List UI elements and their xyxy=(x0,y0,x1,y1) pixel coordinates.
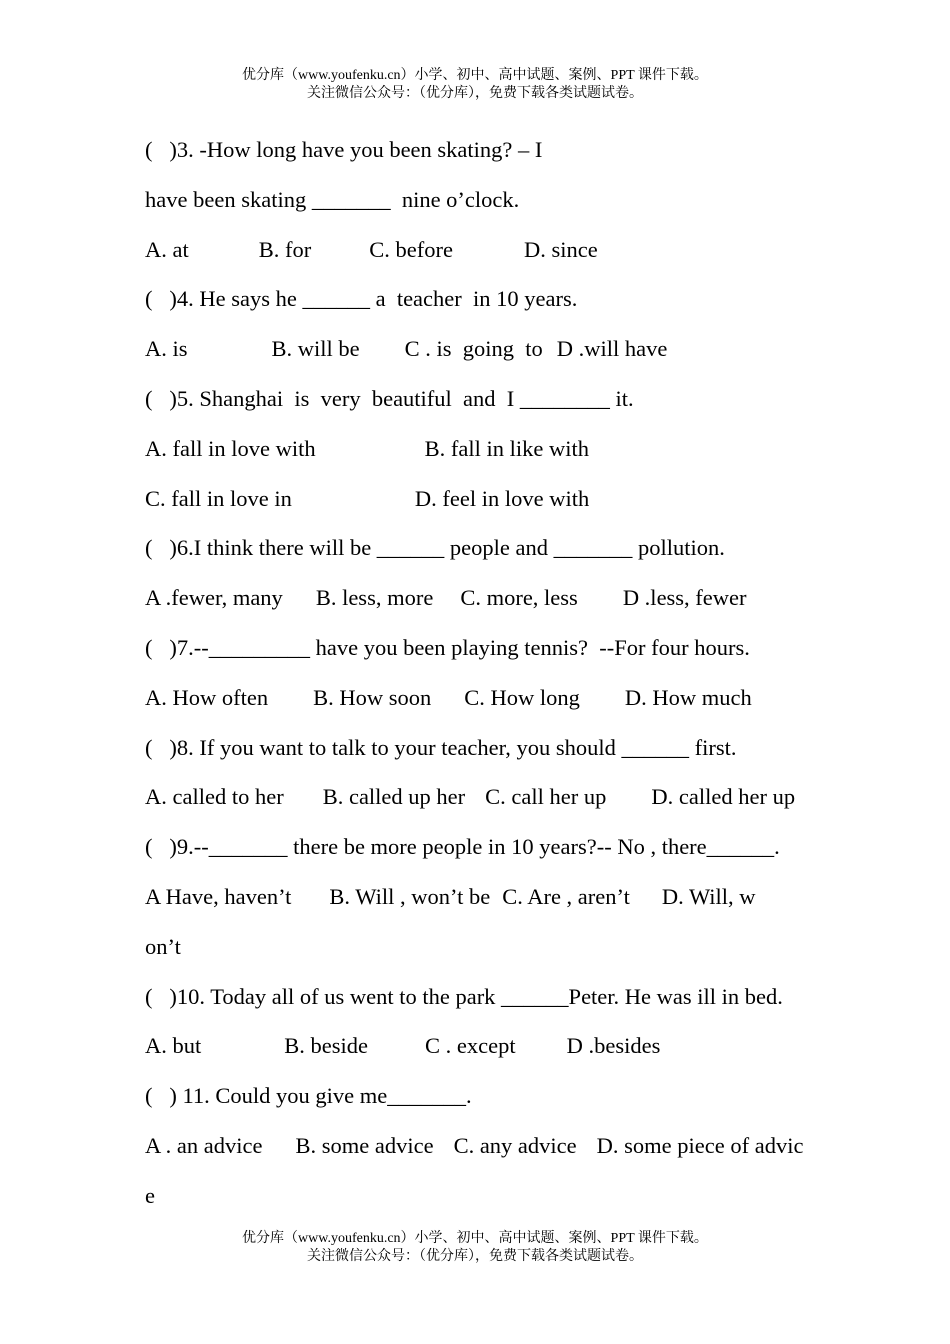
question-3-stem-line-1: ( )3. -How long have you been skating? – I xyxy=(145,137,543,162)
option-b: B. fall in like with xyxy=(424,435,589,461)
option-a: A . an advice xyxy=(145,1132,263,1158)
option-b: B. called up her xyxy=(322,784,466,810)
option-b: B. Will , won’t be xyxy=(329,883,491,909)
option-c: C. fall in love in xyxy=(145,485,292,511)
question-4-stem: ( )4. He says he ______ a teacher in 10 years. xyxy=(145,286,578,312)
header-line-1: 优分库（www.youfenku.cn）小学、初中、高中试题、案例、PPT 课件下载。 xyxy=(242,68,708,83)
option-d: D .will have xyxy=(556,336,668,362)
question-3-stem-line-2: have been skating _______ nine o’clock. xyxy=(145,186,520,212)
option-c: C. more, less xyxy=(460,585,578,611)
option-b: B. beside xyxy=(284,1033,368,1059)
option-a: A .fewer, many xyxy=(145,585,283,611)
question-5-options-row-1 xyxy=(145,424,890,474)
question-6-options xyxy=(145,573,890,623)
option-b: B. will be xyxy=(271,336,360,362)
option-a: A. at xyxy=(145,236,189,262)
page-footer xyxy=(0,1230,950,1266)
question-7-stem: ( )7.--_________ have you been playing tennis? --For four hours. xyxy=(145,634,750,660)
option-c: C . except xyxy=(425,1033,516,1059)
option-a: A. How often xyxy=(145,684,269,710)
question-11-stem: ( ) 11. Could you give me_______. xyxy=(145,1083,472,1109)
question-5-options-row-2 xyxy=(145,474,890,524)
option-c: C. How long xyxy=(464,684,580,710)
option-c: C . is going to xyxy=(404,336,543,362)
option-d: D .less, fewer xyxy=(622,585,747,611)
option-a: A. called to her xyxy=(145,784,284,810)
option-d: D. since xyxy=(523,236,598,262)
question-8-stem: ( )8. If you want to talk to your teacher, you should ______ first. xyxy=(145,734,737,760)
option-a: A. is xyxy=(145,336,188,362)
question-5-stem: ( )5. Shanghai is very beautiful and I ________ it. xyxy=(145,385,634,411)
question-9-options-wrap: on’t xyxy=(145,933,181,959)
page-header xyxy=(0,67,950,103)
question-11-options-row-1 xyxy=(145,1121,890,1171)
option-c: C. before xyxy=(369,236,453,262)
option-c: C. any advice xyxy=(453,1132,577,1158)
question-8-options xyxy=(145,772,890,822)
question-6-stem: ( )6.I think there will be ______ people and _______ pollution. xyxy=(145,535,725,561)
option-d: D. Will, w xyxy=(661,883,756,909)
option-d: D .besides xyxy=(566,1033,661,1059)
footer-line-1: 优分库（www.youfenku.cn）小学、初中、高中试题、案例、PPT 课件下载。 xyxy=(242,1231,708,1246)
question-10-stem: ( )10. Today all of us went to the park ______Peter. He was ill in bed. xyxy=(145,983,783,1009)
option-b: B. How soon xyxy=(313,684,432,710)
footer-line-2: 关注微信公众号：（优分库），免费下载各类试题试卷。 xyxy=(307,1249,643,1264)
option-c: C. call her up xyxy=(485,784,607,810)
question-10-options xyxy=(145,1021,890,1071)
question-4-options xyxy=(145,324,890,374)
option-b: B. some advice xyxy=(295,1132,434,1158)
option-c: C. Are , aren’t xyxy=(502,883,630,909)
option-a: A. fall in love with xyxy=(145,435,316,461)
option-d: D. called her up xyxy=(651,784,796,810)
question-9-options-row-1 xyxy=(145,872,890,922)
option-d: D. some piece of advic xyxy=(596,1132,804,1158)
option-d: D. How much xyxy=(624,684,752,710)
option-a: A Have, haven’t xyxy=(145,883,292,909)
question-3-options xyxy=(145,225,890,275)
question-7-options xyxy=(145,673,890,723)
option-d: D. feel in love with xyxy=(414,485,590,511)
question-list xyxy=(145,125,890,1221)
header-line-2: 关注微信公众号：（优分库），免费下载各类试题试卷。 xyxy=(307,86,643,101)
option-b: B. less, more xyxy=(315,585,434,611)
option-b: B. for xyxy=(258,236,312,262)
question-11-options-wrap: e xyxy=(145,1182,155,1208)
question-9-stem: ( )9.--_______ there be more people in 10 years?-- No , there______. xyxy=(145,834,780,860)
option-a: A. but xyxy=(145,1033,202,1059)
